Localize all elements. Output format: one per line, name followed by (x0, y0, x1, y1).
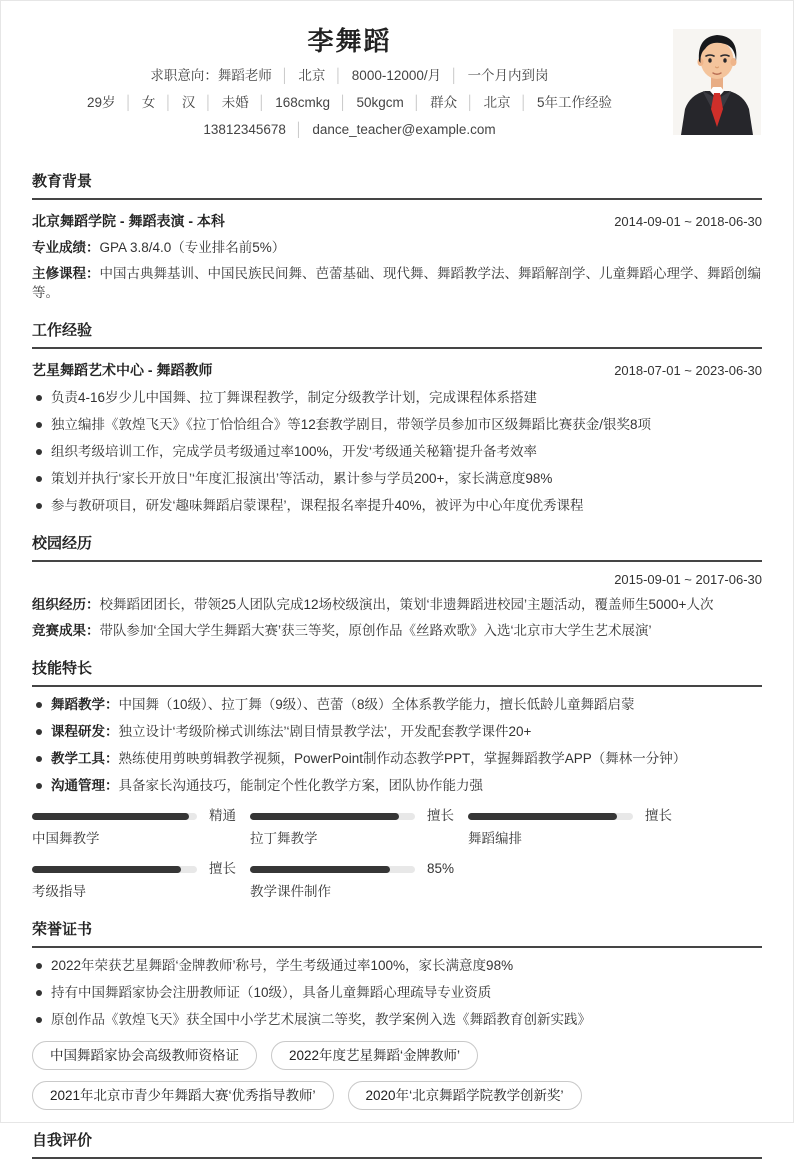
skill-bar-track (32, 866, 197, 873)
skill-bar-track (32, 813, 197, 820)
bullet-dot-icon (36, 990, 42, 996)
separator: │ (294, 122, 304, 137)
skill-level-label: 擅长 (645, 808, 672, 823)
height: 168cmkg (275, 95, 330, 110)
skill-bar-fill (250, 866, 390, 873)
skill-name: 拉丁舞教学 (250, 831, 318, 846)
honor-bullet (32, 984, 762, 1002)
skill-text: 具备家长沟通技巧，能制定个性化教学方案，团队协作能力强 (118, 778, 483, 793)
separator: │ (339, 95, 348, 110)
separator: │ (124, 95, 133, 110)
bullet-dot-icon (36, 476, 42, 482)
header (32, 1, 762, 143)
organization-value: 校舞蹈团团长，带领25人团队完成12场校级演出，策划‘非遗舞蹈进校园’主题活动，覆盖师生5000+人次 (99, 597, 714, 612)
skill-bar-row (32, 862, 250, 876)
work-bullet-text: 负责4-16岁少儿中国舞、拉丁舞课程教学，制定分级教学计划，完成课程体系搭建 (51, 390, 538, 405)
separator: │ (257, 95, 267, 110)
bullet-dot-icon (36, 963, 42, 969)
bullet-dot-icon (36, 729, 42, 735)
work-bullet (32, 443, 762, 461)
bullet-dot-icon (36, 783, 42, 789)
basic-info-line (32, 89, 667, 116)
separator: │ (412, 95, 422, 110)
section-title-work: 工作经验 (32, 322, 762, 349)
education-header-row (32, 212, 762, 231)
courses-label: 主修课程： (32, 266, 100, 281)
campus-competition-row (32, 621, 762, 640)
skill-level-label: 85% (427, 861, 455, 876)
skill-label: 课程研发： (51, 724, 119, 739)
bullet-dot-icon (36, 756, 42, 762)
separator: │ (450, 68, 459, 83)
skill-bar-item (32, 862, 250, 901)
work-bullet-text: 独立编排《敦煌飞天》《拉丁恰恰组合》等12套教学剧目，带领学员参加市区级舞蹈比赛获金/银奖8项 (51, 417, 652, 432)
certificate-tag: 2021年北京市青少年舞蹈大赛‘优秀指导教师’ (32, 1081, 334, 1110)
email-address: dance_teacher@example.com (312, 122, 496, 137)
skill-bar-row (250, 862, 468, 876)
work-bullet (32, 389, 762, 407)
section-work (32, 322, 762, 515)
certificate-tag: 2022年度艺星舞蹈‘金牌教师’ (271, 1041, 478, 1070)
skill-bar-item (32, 809, 250, 848)
skill-bar-row (468, 809, 686, 823)
separator: │ (204, 95, 213, 110)
skill-bar-row (250, 809, 468, 823)
education-courses-row (32, 264, 762, 302)
skill-level-label: 擅长 (209, 861, 236, 876)
skill-bar-item (250, 862, 468, 901)
section-skills (32, 660, 762, 901)
company-name: 艺星舞蹈艺术中心 - 舞蹈教师 (32, 362, 213, 378)
age: 29岁 (86, 95, 116, 110)
header-info (32, 26, 667, 143)
honor-bullet-text: 原创作品《敦煌飞天》获全国中小学艺术展演二等奖，教学案例入选《舞蹈教育创新实践》 (51, 1012, 591, 1027)
bullet-dot-icon (36, 422, 42, 428)
honor-bullet-text: 持有中国舞蹈家协会注册教师证（10级），具备儿童舞蹈心理疏导专业资质 (51, 985, 492, 1000)
skill-bullet (32, 777, 762, 795)
bullet-dot-icon (36, 449, 42, 455)
section-title-honors: 荣誉证书 (32, 921, 762, 948)
separator: │ (466, 95, 475, 110)
bullet-dot-icon (36, 1017, 42, 1023)
work-date-range: 2018-07-01 ~ 2023-06-30 (614, 363, 762, 378)
separator: │ (334, 68, 343, 83)
section-campus (32, 535, 762, 640)
section-education (32, 173, 762, 302)
work-header-row (32, 361, 762, 380)
skill-name: 教学课件制作 (250, 884, 331, 899)
bullet-dot-icon (36, 702, 42, 708)
contact-line (32, 116, 667, 143)
skill-bar-item (468, 809, 686, 848)
skill-bar-fill (32, 813, 189, 820)
job-intent-line (32, 62, 667, 89)
separator: │ (164, 95, 173, 110)
certificate-tag: 2020年‘北京舞蹈学院教学创新奖’ (348, 1081, 582, 1110)
work-bullet (32, 497, 762, 515)
weight: 50kgcm (356, 95, 404, 110)
skill-text: 熟练使用剪映剪辑教学视频，PowerPoint制作动态教学PPT，掌握舞蹈教学APP（舞林一分钟） (118, 751, 687, 766)
political-status: 群众 (430, 95, 458, 110)
bullet-dot-icon (36, 395, 42, 401)
skill-bullet (32, 696, 762, 714)
honor-bullet (32, 1011, 762, 1029)
gpa-label: 专业成绩： (32, 240, 100, 255)
skill-bar-track (250, 866, 415, 873)
certificate-tags (32, 1041, 762, 1110)
skill-bar-track (468, 813, 633, 820)
work-bullet-text: 参与教研项目，研发‘趣味舞蹈启蒙课程’，课程报名率提升40%，被评为中心年度优秀课程 (51, 498, 584, 513)
campus-date-range: 2015-09-01 ~ 2017-06-30 (614, 572, 762, 587)
intent-salary: 8000-12000/月 (351, 68, 442, 83)
campus-organization-row (32, 595, 762, 614)
education-gpa-row (32, 238, 762, 257)
skill-name: 考级指导 (32, 884, 86, 899)
section-honors (32, 921, 762, 1110)
education-date-range: 2014-09-01 ~ 2018-06-30 (614, 214, 762, 229)
work-bullet-text: 组织考级培训工作，完成学员考级通过率100%，开发‘考级通关秘籍’提升备考效率 (51, 444, 538, 459)
work-bullet (32, 416, 762, 434)
work-bullet-text: 策划并执行‘家长开放日’‘年度汇报演出’等活动，累计参与学员200+，家长满意度98% (51, 471, 553, 486)
skill-bars-grid (32, 809, 762, 901)
skill-text: 独立设计‘考级阶梯式训练法’‘剧目情景教学法’，开发配套教学课件20+ (118, 724, 532, 739)
school-name: 北京舞蹈学院 - 舞蹈表演 - 本科 (32, 213, 225, 229)
skill-bar-track (250, 813, 415, 820)
separator: │ (280, 68, 290, 83)
skill-bar-item (250, 809, 468, 848)
section-title-campus: 校园经历 (32, 535, 762, 562)
skill-level-label: 擅长 (427, 808, 454, 823)
skill-bar-fill (468, 813, 617, 820)
section-title-education: 教育背景 (32, 173, 762, 200)
skill-label: 教学工具： (51, 751, 119, 766)
skill-bullet (32, 723, 762, 741)
ethnicity: 汉 (181, 95, 196, 110)
candidate-name: 李舞蹈 (307, 26, 392, 56)
skill-text: 中国舞（10级）、拉丁舞（9级）、芭蕾（8级）全体系教学能力，擅长低龄儿童舞蹈启蒙 (118, 697, 635, 712)
section-title-skills: 技能特长 (32, 660, 762, 687)
phone-number: 13812345678 (203, 122, 286, 137)
skill-bar-fill (250, 813, 399, 820)
separator: │ (519, 95, 529, 110)
honor-bullet-text: 2022年荣获艺星舞蹈‘金牌教师’称号，学生考级通过率100%，家长满意度98% (51, 958, 514, 973)
gpa-value: GPA 3.8/4.0（专业排名前5%） (99, 240, 286, 255)
skill-bar-row (32, 809, 250, 823)
skill-name: 舞蹈编排 (468, 831, 522, 846)
section-title-self-evaluation: 自我评价 (32, 1132, 762, 1159)
competition-value: 带队参加‘全国大学生舞蹈大赛’获三等奖，原创作品《丝路欢歌》入选‘北京市大学生艺术展演’ (99, 623, 652, 638)
competition-label: 竞赛成果： (32, 623, 100, 638)
skill-label: 舞蹈教学： (51, 697, 119, 712)
certificate-tag: 中国舞蹈家协会高级教师资格证 (32, 1041, 257, 1070)
skill-level-label: 精通 (209, 808, 236, 823)
profile-photo (673, 29, 761, 135)
organization-label: 组织经历： (32, 597, 100, 612)
skill-label: 沟通管理： (51, 778, 119, 793)
intent-availability: 一个月内到岗 (467, 68, 549, 83)
intent-city: 北京 (298, 68, 326, 83)
experience-years: 5年工作经验 (537, 95, 613, 110)
marital-status: 未婚 (221, 95, 249, 110)
section-self-evaluation (32, 1132, 762, 1159)
work-bullet (32, 470, 762, 488)
courses-value: 中国古典舞基训、中国民族民间舞、芭蕾基础、现代舞、舞蹈教学法、舞蹈解剖学、儿童舞蹈心理学、舞蹈创编等。 (32, 266, 761, 300)
job-intent: 求职意向：舞蹈老师 (150, 68, 272, 83)
location: 北京 (483, 95, 511, 110)
gender: 女 (141, 95, 156, 110)
honor-bullet (32, 957, 762, 975)
skill-name: 中国舞教学 (32, 831, 100, 846)
skill-bullet (32, 750, 762, 768)
bullet-dot-icon (36, 503, 42, 509)
skill-bar-fill (32, 866, 181, 873)
